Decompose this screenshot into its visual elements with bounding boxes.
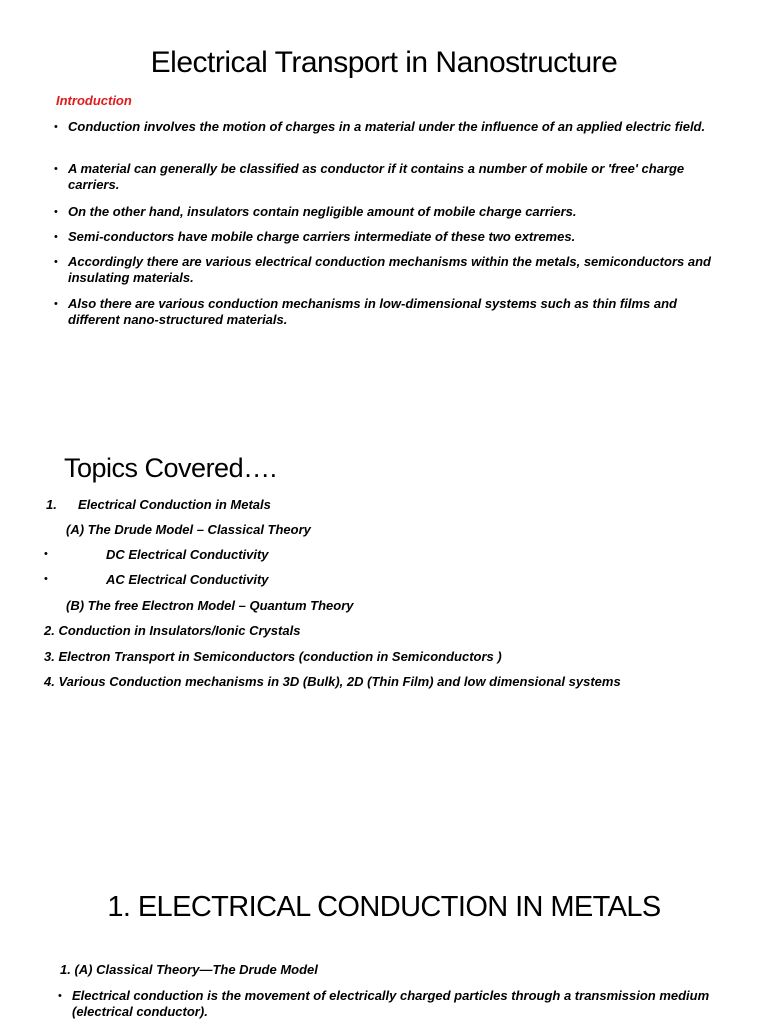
topic-bullet-glyph: • <box>44 548 48 560</box>
intro-label: Introduction <box>56 93 132 108</box>
bullet-glyph: • <box>54 206 58 218</box>
bullet-glyph: • <box>54 163 58 175</box>
topics-title: Topics Covered…. <box>64 453 277 483</box>
bullet-glyph: • <box>54 298 58 310</box>
topic-item-text: (B) The free Electron Model – Quantum Theory <box>66 598 354 613</box>
bullet-text: Also there are various conduction mechanisms in low-dimensional systems such as thin films and different nano-structured materials. <box>68 296 677 327</box>
bullet-glyph: • <box>54 231 58 243</box>
slide3-bullet <box>58 988 728 1020</box>
slide3-subheading: 1. (A) Classical Theory—The Drude Model <box>60 962 318 977</box>
intro-bullet <box>54 296 724 328</box>
bullet-glyph: • <box>58 990 62 1002</box>
intro-bullet <box>54 254 724 286</box>
bullet-text: Semi-conductors have mobile charge carriers intermediate of these two extremes. <box>68 229 576 244</box>
intro-bullet <box>54 204 724 220</box>
bullet-glyph: • <box>54 121 58 133</box>
topic-item <box>46 497 57 512</box>
topic-item-text: DC Electrical Conductivity <box>106 547 269 562</box>
slide1-title: Electrical Transport in Nanostructure <box>150 46 618 79</box>
topic-number: 1. <box>46 497 57 512</box>
topic-item-text: 2. Conduction in Insulators/Ionic Crystals <box>44 623 301 638</box>
intro-bullet <box>54 161 724 193</box>
intro-bullet <box>54 229 724 245</box>
topic-bullet-glyph: • <box>44 573 48 585</box>
slide3-title: 1. ELECTRICAL CONDUCTION IN METALS <box>107 891 661 923</box>
topic-item-text: 3. Electron Transport in Semiconductors (conduction in Semiconductors ) <box>44 649 502 664</box>
topic-item-text: (A) The Drude Model – Classical Theory <box>66 522 311 537</box>
intro-bullet <box>54 119 724 135</box>
topic-item-text: Electrical Conduction in Metals <box>78 497 271 512</box>
topic-item-text: AC Electrical Conductivity <box>106 572 269 587</box>
bullet-glyph: • <box>54 256 58 268</box>
bullet-text: Conduction involves the motion of charges in a material under the influence of an applied electric field. <box>68 119 706 134</box>
bullet-text: On the other hand, insulators contain negligible amount of mobile charge carriers. <box>68 204 577 219</box>
bullet-text: A material can generally be classified as conductor if it contains a number of mobile or 'free' charge carriers. <box>68 161 685 192</box>
bullet-text: Accordingly there are various electrical conduction mechanisms within the metals, semiconductors and insulating materials. <box>68 254 711 285</box>
topic-item-text: 4. Various Conduction mechanisms in 3D (Bulk), 2D (Thin Film) and low dimensional systems <box>44 674 621 689</box>
bullet-text: Electrical conduction is the movement of electrically charged particles through a transmission medium (electrical conductor). <box>72 988 710 1019</box>
